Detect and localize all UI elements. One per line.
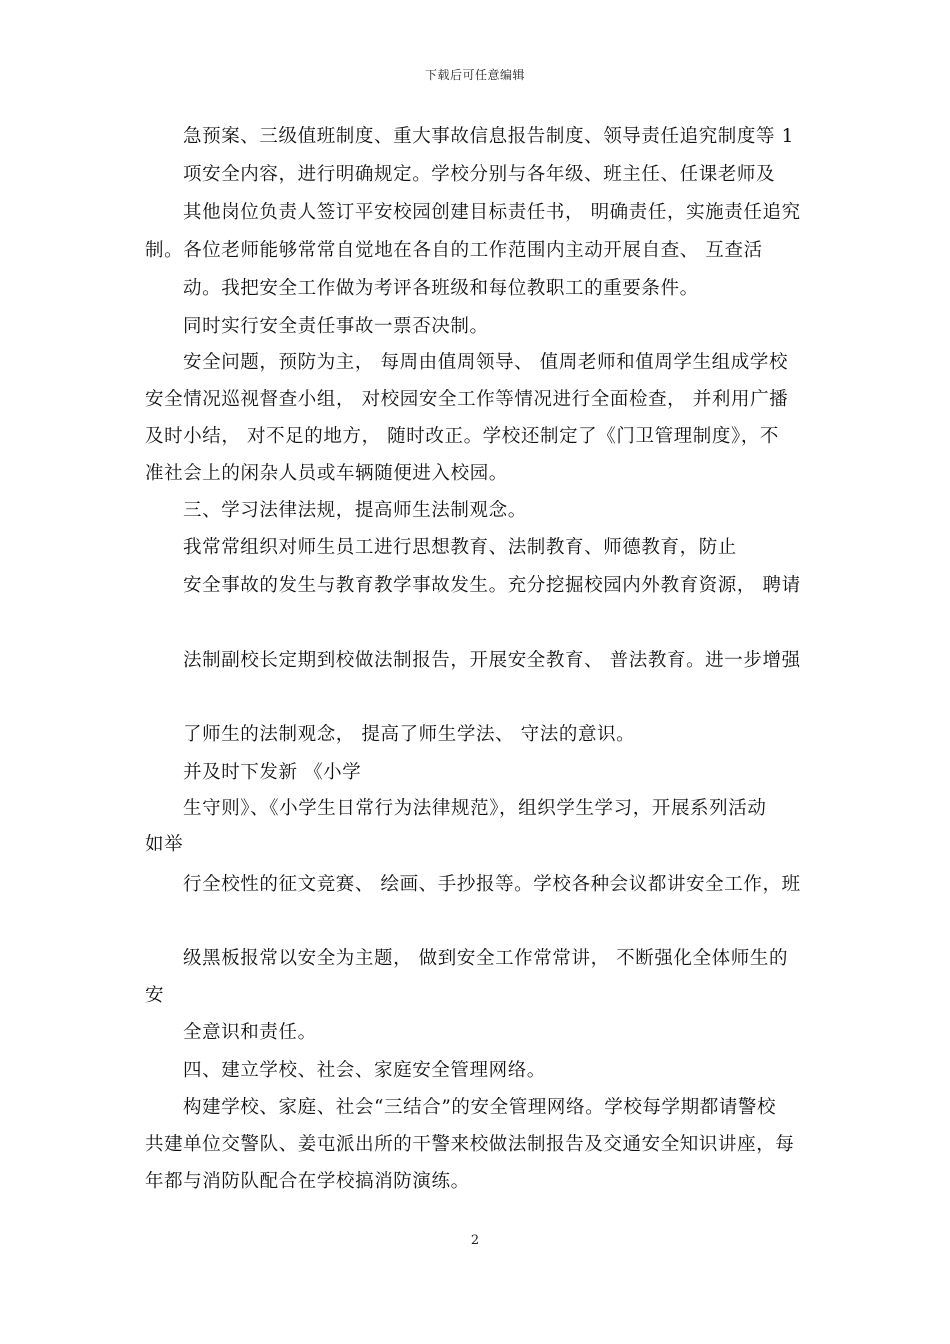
- text-line: 生守则》、《小学生日常行为法律规范》，组织学生学习，开展系列活动: [183, 798, 767, 819]
- text-line: 其他岗位负责人签订平安校园创建目标责任书， 明确责任，实施责任追究: [183, 202, 801, 223]
- text-line: 安全情况巡视督查小组， 对校园安全工作等情况进行全面检查， 并利用广播: [145, 389, 789, 410]
- text-line: 法制副校长定期到校做法制报告，开展安全教育、 普法教育。进一步增强: [183, 650, 801, 671]
- text-line: 安: [145, 985, 165, 1006]
- text-line: 共建单位交警队、姜屯派出所的干警来校做法制报告及交通安全知识讲座，每: [145, 1134, 795, 1155]
- text-line: 如举: [145, 834, 184, 855]
- text-line: 制。各位老师能够常常自觉地在各自的工作范围内主动开展自查、 互查活: [145, 240, 763, 261]
- text-line: 我常常组织对师生员工进行思想教育、法制教育、师德教育，防止: [183, 537, 737, 558]
- page-header: 下载后可任意编辑: [424, 68, 525, 82]
- text-line: 年都与消防队配合在学校搞消防演练。: [145, 1171, 470, 1192]
- text-line: 构建学校、家庭、社会“三结合”的安全管理网络。学校每学期都请警校: [183, 1097, 777, 1118]
- text-line: 准社会上的闲杂人员或车辆随便进入校园。: [145, 463, 508, 484]
- section-heading: 三、学习法律法规，提高师生法制观念。: [183, 500, 527, 521]
- text-line: 并及时下发新 《小学: [183, 762, 362, 783]
- text-line: 安全事故的发生与教育教学事故发生。充分挖掘校园内外教育资源， 聘请: [183, 575, 801, 596]
- text-line: 行全校性的征文竞赛、 绘画、手抄报等。学校各种会议都讲安全工作，班: [183, 874, 801, 895]
- text-line: 安全问题，预防为主， 每周由值周领导、 值周老师和值周学生组成学校: [183, 352, 789, 373]
- page-number: 2: [470, 1233, 480, 1248]
- text-line: 级黑板报常以安全为主题， 做到安全工作常常讲， 不断强化全体师生的: [183, 948, 789, 969]
- text-line: 同时实行安全责任事故一票否决制。: [183, 316, 489, 337]
- text-line: 动。我把安全工作做为考评各班级和每位教职工的重要条件。: [183, 278, 699, 299]
- text-line: 项安全内容，进行明确规定。学校分别与各年级、班主任、任课老师及: [183, 164, 776, 185]
- text-line: 全意识和责任。: [183, 1022, 317, 1043]
- text-line: 急预案、三级值班制度、重大事故信息报告制度、领导责任追究制度等 1: [183, 126, 794, 147]
- text-line: 了师生的法制观念， 提高了师生学法、 守法的意识。: [183, 724, 636, 745]
- section-heading: 四、建立学校、社会、家庭安全管理网络。: [183, 1060, 546, 1081]
- text-line: 及时小结， 对不足的地方， 随时改正。学校还制定了《门卫管理制度》，不: [145, 426, 780, 447]
